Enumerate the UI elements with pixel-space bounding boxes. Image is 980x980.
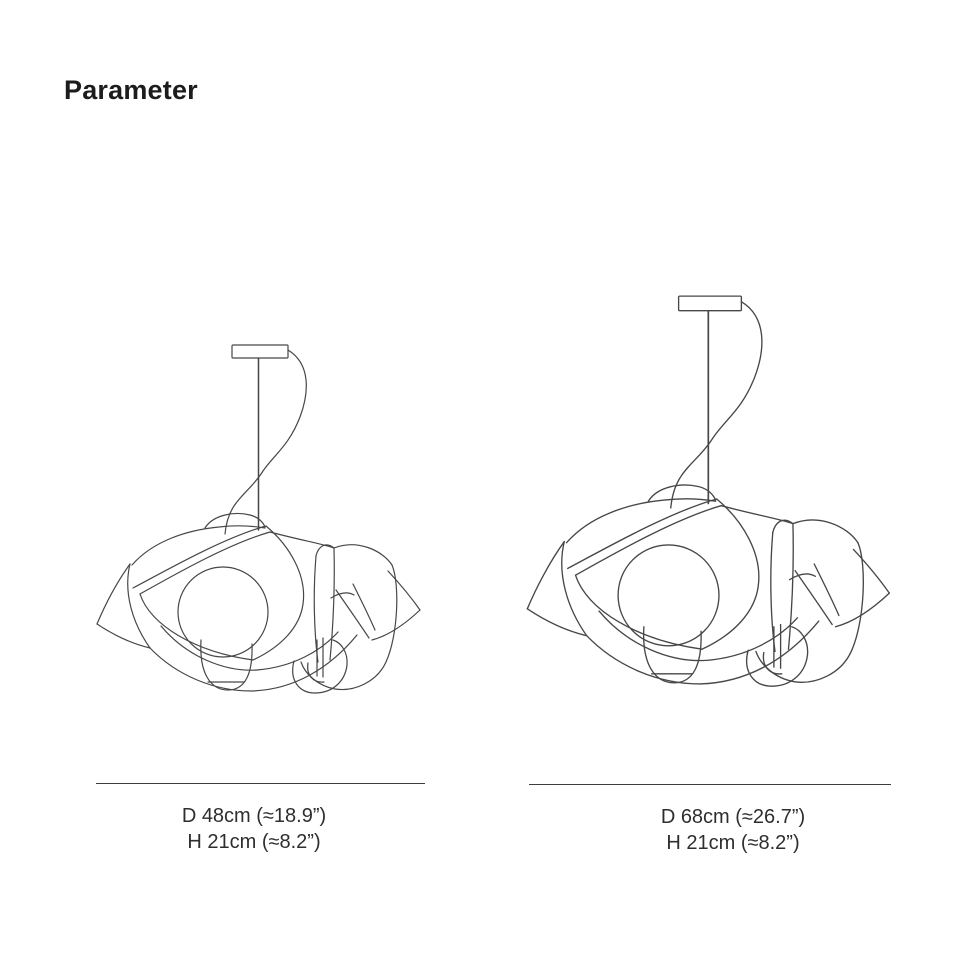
height-label-small: H 21cm (≈8.2”): [187, 831, 321, 853]
diameter-label-large: D 68cm (≈26.7”): [660, 806, 806, 828]
dimensions-large: [568, 804, 898, 856]
dimensions-small: [89, 803, 419, 855]
height-label-large: H 21cm (≈8.2”): [666, 832, 800, 854]
pendant-lamp-small-illustration: [95, 344, 425, 700]
pendant-lamp-large-illustration: [525, 295, 895, 694]
diameter-label-small: D 48cm (≈18.9”): [181, 805, 327, 827]
page-title: Parameter: [64, 75, 198, 106]
dimension-divider-small: [96, 783, 425, 784]
dimension-divider-large: [529, 784, 891, 785]
